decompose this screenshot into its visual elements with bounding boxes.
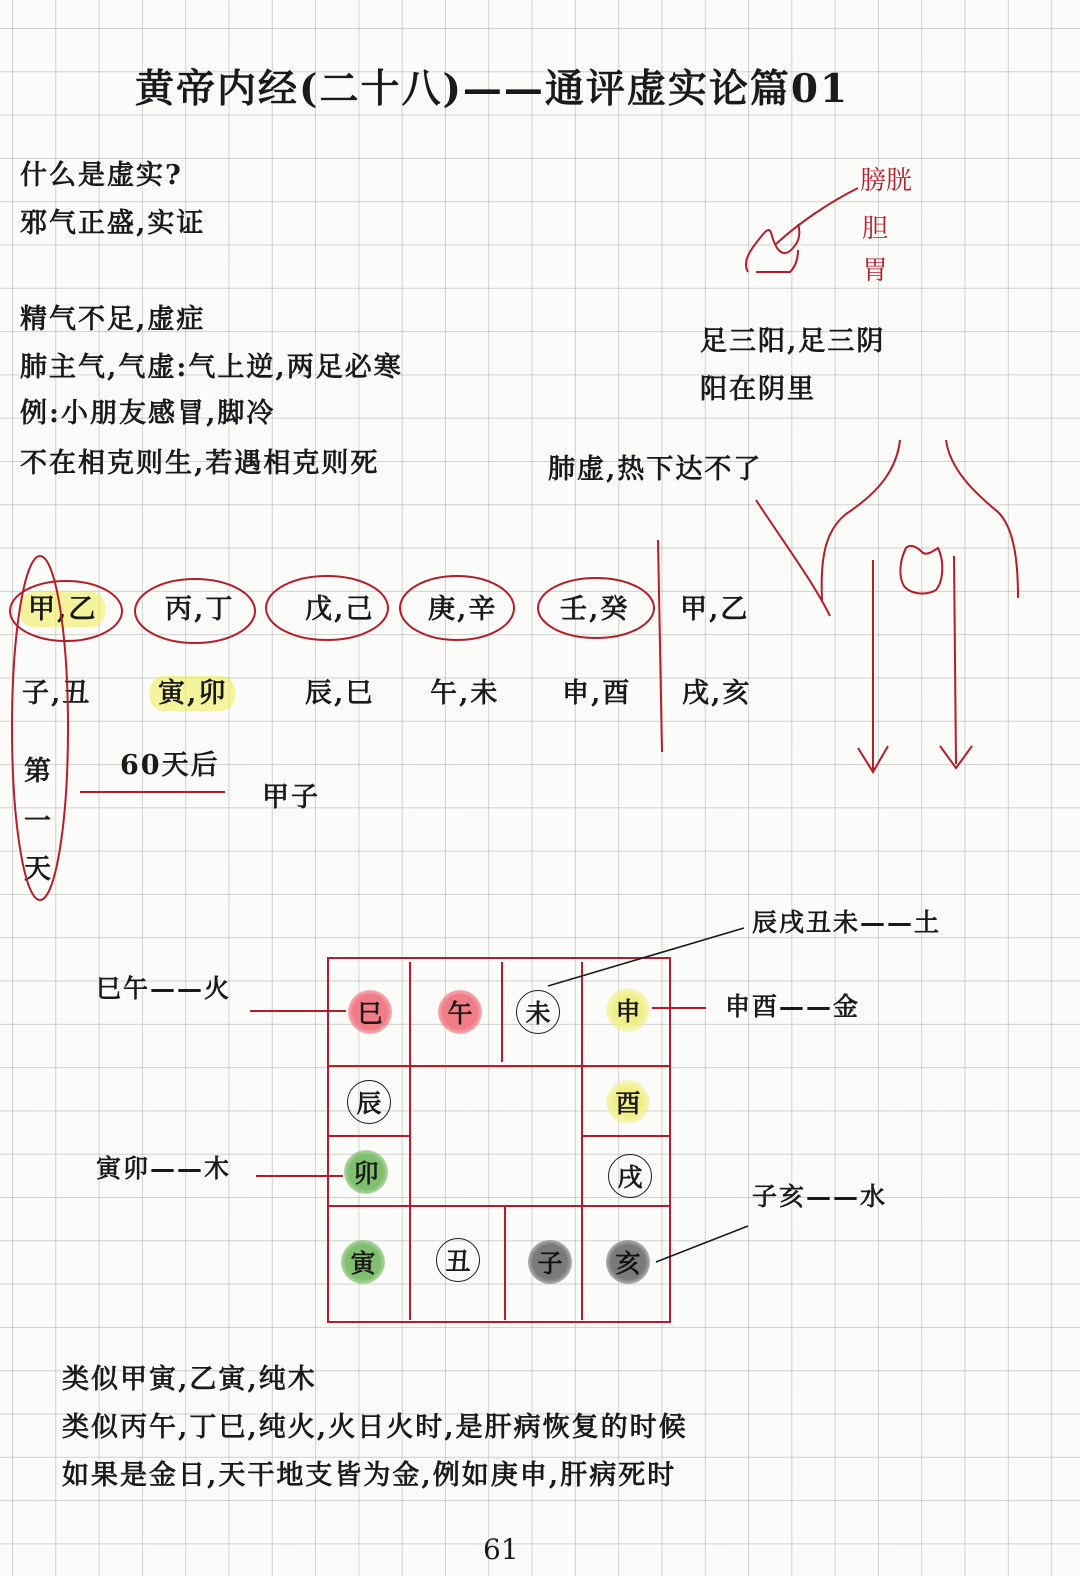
branch-chen-cell: 辰 <box>347 1080 391 1124</box>
after-60-days: 60天后 <box>120 750 220 781</box>
stem-6: 甲,乙 <box>680 594 750 625</box>
ellipse-stem-2 <box>135 579 255 643</box>
branch-1: 子,丑 <box>22 678 92 709</box>
body-outline-left <box>822 440 900 600</box>
bottom-note-2: 类似丙午,丁巳,纯火,火日火时,是肝病恢复的时候 <box>62 1412 688 1443</box>
arm-line <box>756 500 830 616</box>
label-earth: 辰戌丑未——土 <box>752 908 942 937</box>
grid-outer <box>328 958 670 1322</box>
branch-shen-cell: 申 <box>606 988 650 1032</box>
right-note-1: 足三阳,足三阴 <box>700 326 886 357</box>
note-line-6: 不在相克则生,若遇相克则死 <box>20 448 380 479</box>
organ-bladder: 膀胱 <box>860 166 913 196</box>
branch-you-cell: 酉 <box>606 1080 650 1124</box>
ellipse-stem-1 <box>10 581 122 641</box>
branch-3: 辰,巳 <box>305 678 375 709</box>
stem-1: 甲,乙 <box>20 596 105 623</box>
right-note-3: 肺虚,热下达不了 <box>548 454 763 485</box>
branch-2: 寅,卯 <box>150 680 235 707</box>
first-day-char-2: 一 <box>24 806 53 837</box>
heart-shape <box>900 546 942 594</box>
organ-stomach: 胃 <box>862 256 889 286</box>
branch-4: 午,未 <box>430 678 500 709</box>
right-note-2: 阳在阴里 <box>700 374 816 405</box>
label-water: 子亥——水 <box>752 1182 888 1211</box>
branch-5: 申,酉 <box>562 678 632 709</box>
first-day-char-3: 天 <box>24 854 53 885</box>
page-title: 黄帝内经(二十八)——通评虚实论篇01 <box>135 66 850 112</box>
bottom-note-3: 如果是金日,天干地支皆为金,例如庚申,肝病死时 <box>62 1460 677 1491</box>
stem-4: 庚,辛 <box>428 594 498 625</box>
ellipse-stem-4 <box>400 576 514 640</box>
note-line-3: 精气不足,虚症 <box>20 304 206 335</box>
branch-chou-cell: 丑 <box>436 1238 480 1282</box>
foot-pointer-line <box>776 188 858 244</box>
branch-6: 戌,亥 <box>682 678 752 709</box>
branch-zi-cell: 子 <box>528 1240 572 1284</box>
jiazi-label: 甲子 <box>262 782 320 813</box>
branch-hai-cell: 亥 <box>606 1240 650 1284</box>
note-line-4: 肺主气,气虚:气上逆,两足必寒 <box>20 352 403 383</box>
label-metal: 申酉——金 <box>725 992 861 1021</box>
branch-si-cell: 巳 <box>348 990 392 1034</box>
separator-line <box>658 540 662 752</box>
label-fire: 巳午——火 <box>96 974 232 1003</box>
page-number: 61 <box>483 1533 519 1566</box>
ellipse-stem-3 <box>266 576 388 640</box>
label-wood: 寅卯——木 <box>96 1154 232 1183</box>
ellipse-first-column <box>12 556 68 900</box>
stem-2: 丙,丁 <box>165 594 235 625</box>
organ-gallbladder: 胆 <box>862 214 889 244</box>
note-line-1: 什么是虚实? <box>20 160 183 191</box>
branch-wei-cell: 未 <box>516 990 560 1034</box>
stem-5: 壬,癸 <box>560 594 630 625</box>
note-line-5: 例:小朋友感冒,脚冷 <box>20 398 276 429</box>
branch-mao-cell: 卯 <box>344 1150 388 1194</box>
ellipse-stem-5 <box>538 578 654 638</box>
branch-xu-cell: 戌 <box>608 1154 652 1198</box>
branch-wu-cell: 午 <box>438 990 482 1034</box>
body-outline-right <box>946 440 1018 598</box>
note-line-2: 邪气正盛,实证 <box>20 208 206 239</box>
arrow-right-shaft <box>954 556 956 764</box>
branch-yin-cell: 寅 <box>341 1240 385 1284</box>
stem-3: 戊,己 <box>305 594 375 625</box>
bottom-note-1: 类似甲寅,乙寅,纯木 <box>62 1364 317 1395</box>
first-day-char-1: 第 <box>24 756 53 787</box>
